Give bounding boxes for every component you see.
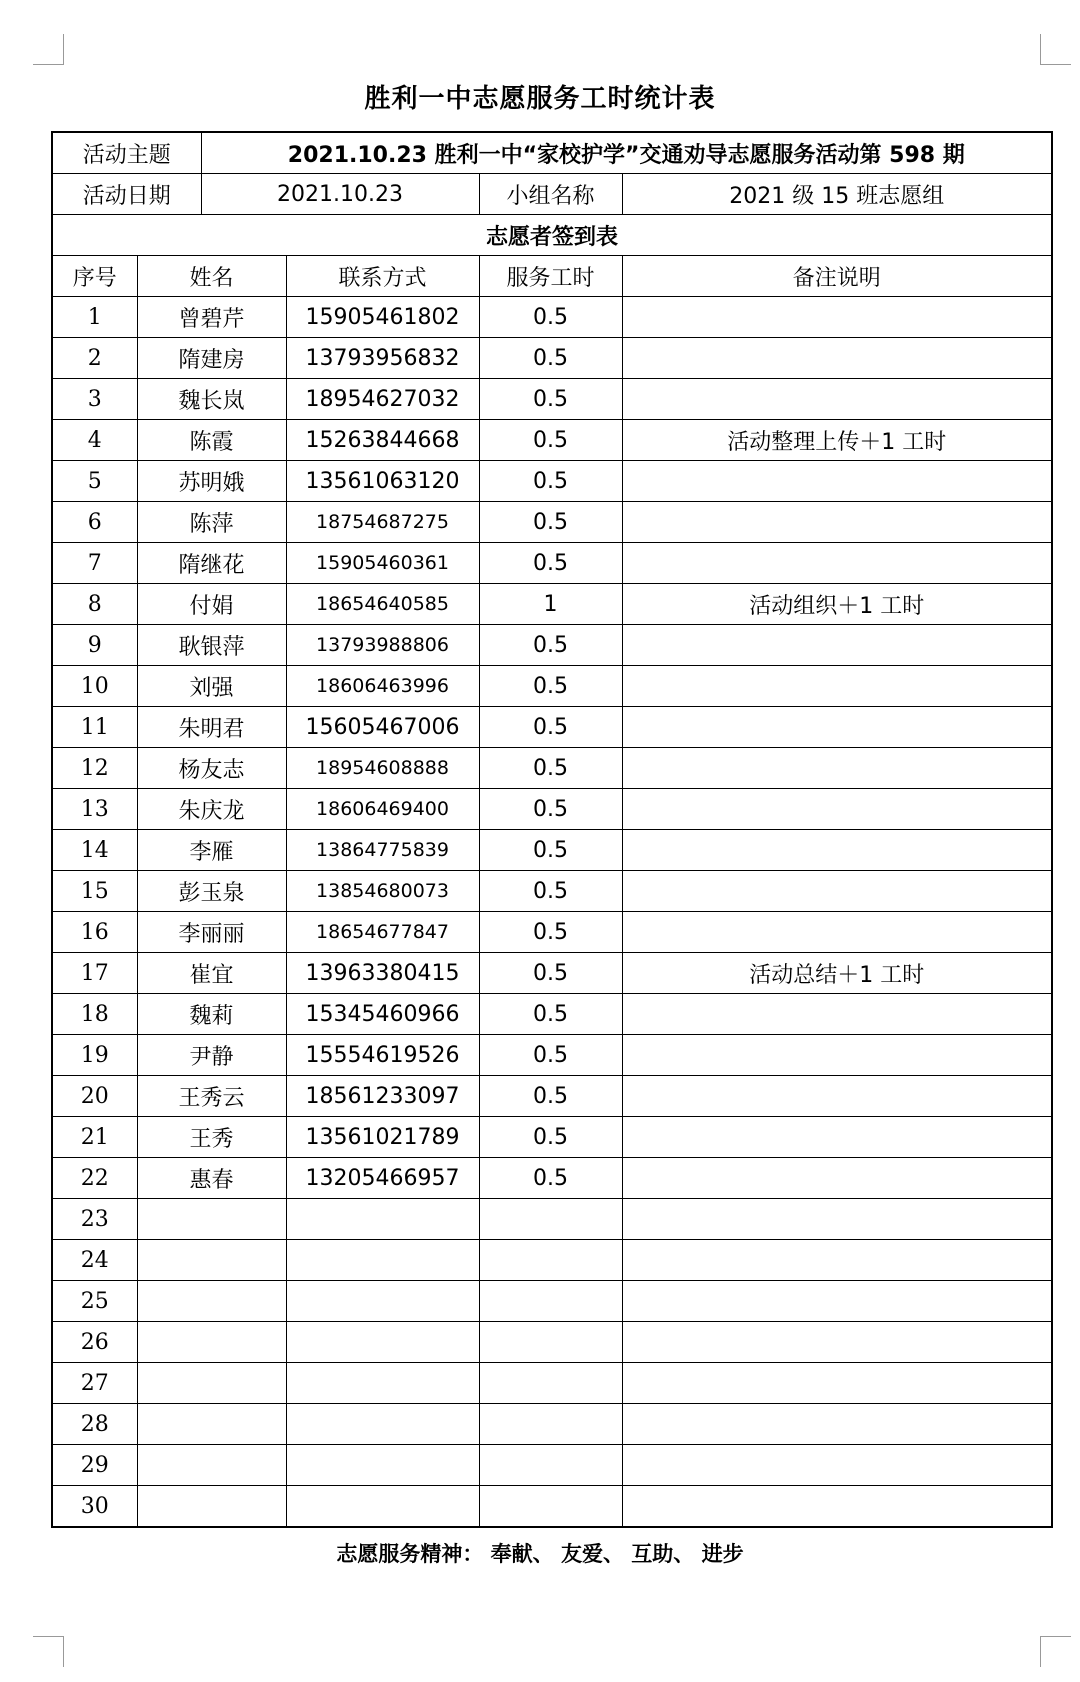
remark-note <box>622 1117 1052 1158</box>
contact-phone: 18754687275 <box>286 502 479 543</box>
volunteer-name: 陈萍 <box>137 502 286 543</box>
service-hours <box>479 1240 622 1281</box>
volunteer-name: 曾碧芹 <box>137 297 286 338</box>
row-number: 13 <box>52 789 137 830</box>
row-number: 8 <box>52 584 137 625</box>
column-header-phone: 联系方式 <box>286 256 479 297</box>
row-number: 10 <box>52 666 137 707</box>
contact-phone: 13793988806 <box>286 625 479 666</box>
contact-phone: 18606469400 <box>286 789 479 830</box>
service-hours <box>479 1199 622 1240</box>
remark-note <box>622 625 1052 666</box>
contact-phone <box>286 1445 479 1486</box>
table-row <box>52 1076 1052 1117</box>
table-row <box>52 1486 1052 1528</box>
row-number: 22 <box>52 1158 137 1199</box>
remark-note <box>622 994 1052 1035</box>
service-hours <box>479 1281 622 1322</box>
row-number: 25 <box>52 1281 137 1322</box>
table-row <box>52 1322 1052 1363</box>
date-value: 2021.10.23 <box>201 174 479 215</box>
volunteer-name: 隋继花 <box>137 543 286 584</box>
remark-note <box>622 1076 1052 1117</box>
table-row <box>52 1240 1052 1281</box>
volunteer-name: 耿银萍 <box>137 625 286 666</box>
row-number: 30 <box>52 1486 137 1528</box>
volunteer-name: 陈霞 <box>137 420 286 461</box>
service-hours: 0.5 <box>479 502 622 543</box>
remark-note <box>622 1158 1052 1199</box>
table-row <box>52 1404 1052 1445</box>
column-header-row <box>52 256 1052 297</box>
row-number: 15 <box>52 871 137 912</box>
contact-phone: 13963380415 <box>286 953 479 994</box>
contact-phone: 18954608888 <box>286 748 479 789</box>
contact-phone <box>286 1322 479 1363</box>
contact-phone <box>286 1486 479 1528</box>
volunteer-name <box>137 1281 286 1322</box>
row-number: 4 <box>52 420 137 461</box>
row-number: 29 <box>52 1445 137 1486</box>
row-number: 21 <box>52 1117 137 1158</box>
row-number: 9 <box>52 625 137 666</box>
remark-note <box>622 1445 1052 1486</box>
contact-phone: 15605467006 <box>286 707 479 748</box>
row-number: 26 <box>52 1322 137 1363</box>
column-header-name: 姓名 <box>137 256 286 297</box>
date-label: 活动日期 <box>52 174 201 215</box>
volunteer-name: 尹静 <box>137 1035 286 1076</box>
topic-row <box>52 132 1052 174</box>
document-title: 胜利一中志愿服务工时统计表 <box>364 84 716 114</box>
volunteer-name <box>137 1445 286 1486</box>
remark-note <box>622 666 1052 707</box>
row-number: 16 <box>52 912 137 953</box>
table-row <box>52 461 1052 502</box>
contact-phone: 13864775839 <box>286 830 479 871</box>
volunteer-name: 魏莉 <box>137 994 286 1035</box>
table-row <box>52 297 1052 338</box>
contact-phone <box>286 1199 479 1240</box>
volunteer-name: 王秀云 <box>137 1076 286 1117</box>
table-row <box>52 1199 1052 1240</box>
contact-phone: 13561021789 <box>286 1117 479 1158</box>
remark-note <box>622 543 1052 584</box>
contact-phone: 18954627032 <box>286 379 479 420</box>
volunteer-name: 王秀 <box>137 1117 286 1158</box>
service-hours: 0.5 <box>479 625 622 666</box>
remark-note <box>622 1404 1052 1445</box>
table-row <box>52 1445 1052 1486</box>
row-number: 2 <box>52 338 137 379</box>
service-hours <box>479 1363 622 1404</box>
crop-mark-bottom-right <box>1040 1636 1071 1667</box>
topic-label: 活动主题 <box>52 132 201 174</box>
service-hours: 0.5 <box>479 912 622 953</box>
row-number: 20 <box>52 1076 137 1117</box>
signin-title-row <box>52 215 1052 256</box>
table-row <box>52 502 1052 543</box>
service-hours: 0.5 <box>479 871 622 912</box>
table-row <box>52 912 1052 953</box>
contact-phone: 18606463996 <box>286 666 479 707</box>
contact-phone: 15345460966 <box>286 994 479 1035</box>
service-hours <box>479 1445 622 1486</box>
service-hours: 0.5 <box>479 789 622 830</box>
row-number: 17 <box>52 953 137 994</box>
volunteer-hours-table <box>51 131 1053 1528</box>
service-hours: 0.5 <box>479 994 622 1035</box>
column-header-hours: 服务工时 <box>479 256 622 297</box>
service-hours: 0.5 <box>479 338 622 379</box>
table-row <box>52 789 1052 830</box>
volunteer-name: 刘强 <box>137 666 286 707</box>
row-number: 19 <box>52 1035 137 1076</box>
table-row <box>52 1363 1052 1404</box>
remark-note <box>622 297 1052 338</box>
service-hours: 0.5 <box>479 748 622 789</box>
contact-phone: 13854680073 <box>286 871 479 912</box>
volunteer-name <box>137 1199 286 1240</box>
row-number: 28 <box>52 1404 137 1445</box>
table-row <box>52 953 1052 994</box>
service-hours: 0.5 <box>479 1158 622 1199</box>
row-number: 7 <box>52 543 137 584</box>
row-number: 27 <box>52 1363 137 1404</box>
service-hours <box>479 1322 622 1363</box>
contact-phone <box>286 1281 479 1322</box>
remark-note <box>622 1240 1052 1281</box>
table-row <box>52 994 1052 1035</box>
contact-phone: 18561233097 <box>286 1076 479 1117</box>
remark-note <box>622 1486 1052 1528</box>
service-hours <box>479 1404 622 1445</box>
row-number: 11 <box>52 707 137 748</box>
table-row <box>52 871 1052 912</box>
group-label: 小组名称 <box>479 174 622 215</box>
crop-mark-top-left <box>33 34 64 65</box>
crop-mark-bottom-left <box>33 1636 64 1667</box>
service-hours: 0.5 <box>479 953 622 994</box>
contact-phone <box>286 1363 479 1404</box>
column-header-note: 备注说明 <box>622 256 1052 297</box>
row-number: 5 <box>52 461 137 502</box>
remark-note <box>622 1281 1052 1322</box>
contact-phone: 15554619526 <box>286 1035 479 1076</box>
volunteer-name: 朱明君 <box>137 707 286 748</box>
remark-note <box>622 912 1052 953</box>
table-row <box>52 830 1052 871</box>
remark-note: 活动整理上传＋1 工时 <box>622 420 1052 461</box>
table-row <box>52 1158 1052 1199</box>
volunteer-name: 付娟 <box>137 584 286 625</box>
service-hours <box>479 1486 622 1528</box>
table-row <box>52 1035 1052 1076</box>
service-hours: 0.5 <box>479 1035 622 1076</box>
table-row <box>52 625 1052 666</box>
remark-note <box>622 338 1052 379</box>
service-hours: 0.5 <box>479 1076 622 1117</box>
remark-note <box>622 1035 1052 1076</box>
remark-note <box>622 1199 1052 1240</box>
table-row <box>52 666 1052 707</box>
service-hours: 0.5 <box>479 1117 622 1158</box>
service-hours: 0.5 <box>479 830 622 871</box>
remark-note: 活动总结＋1 工时 <box>622 953 1052 994</box>
service-hours: 0.5 <box>479 461 622 502</box>
volunteer-name: 惠春 <box>137 1158 286 1199</box>
service-hours: 0.5 <box>479 420 622 461</box>
volunteer-name: 魏长岚 <box>137 379 286 420</box>
volunteer-name: 朱庆龙 <box>137 789 286 830</box>
row-number: 24 <box>52 1240 137 1281</box>
remark-note <box>622 1322 1052 1363</box>
table-row <box>52 707 1052 748</box>
volunteer-name <box>137 1322 286 1363</box>
table-row <box>52 748 1052 789</box>
date-row <box>52 174 1052 215</box>
remark-note <box>622 748 1052 789</box>
volunteer-name: 隋建房 <box>137 338 286 379</box>
volunteer-name: 李丽丽 <box>137 912 286 953</box>
remark-note <box>622 707 1052 748</box>
volunteer-name: 彭玉泉 <box>137 871 286 912</box>
contact-phone: 13205466957 <box>286 1158 479 1199</box>
crop-mark-top-right <box>1040 34 1071 65</box>
table-row <box>52 543 1052 584</box>
table-row <box>52 420 1052 461</box>
table-row <box>52 338 1052 379</box>
row-number: 18 <box>52 994 137 1035</box>
service-hours: 0.5 <box>479 707 622 748</box>
table-row <box>52 584 1052 625</box>
row-number: 14 <box>52 830 137 871</box>
remark-note <box>622 871 1052 912</box>
service-hours: 0.5 <box>479 379 622 420</box>
remark-note <box>622 1363 1052 1404</box>
service-hours: 1 <box>479 584 622 625</box>
contact-phone <box>286 1404 479 1445</box>
contact-phone: 15905461802 <box>286 297 479 338</box>
remark-note <box>622 379 1052 420</box>
remark-note <box>622 461 1052 502</box>
contact-phone: 18654677847 <box>286 912 479 953</box>
volunteer-name: 崔宜 <box>137 953 286 994</box>
service-hours: 0.5 <box>479 543 622 584</box>
row-number: 12 <box>52 748 137 789</box>
remark-note: 活动组织＋1 工时 <box>622 584 1052 625</box>
row-number: 6 <box>52 502 137 543</box>
volunteer-name <box>137 1363 286 1404</box>
contact-phone <box>286 1240 479 1281</box>
service-hours: 0.5 <box>479 666 622 707</box>
table-row <box>52 1117 1052 1158</box>
contact-phone: 15263844668 <box>286 420 479 461</box>
service-spirit-footer: 志愿服务精神： 奉献、 友爱、 互助、 进步 <box>336 1542 744 1566</box>
table-row <box>52 1281 1052 1322</box>
table-row <box>52 379 1052 420</box>
row-number: 23 <box>52 1199 137 1240</box>
volunteer-name <box>137 1486 286 1528</box>
service-hours: 0.5 <box>479 297 622 338</box>
volunteer-name <box>137 1240 286 1281</box>
volunteer-name: 李雁 <box>137 830 286 871</box>
topic-value: 2021.10.23 胜利一中“家校护学”交通劝导志愿服务活动第 598 期 <box>201 132 1052 174</box>
signin-title: 志愿者签到表 <box>52 215 1052 256</box>
column-header-no: 序号 <box>52 256 137 297</box>
contact-phone: 13793956832 <box>286 338 479 379</box>
volunteer-name: 杨友志 <box>137 748 286 789</box>
remark-note <box>622 502 1052 543</box>
row-number: 3 <box>52 379 137 420</box>
remark-note <box>622 789 1052 830</box>
volunteer-name: 苏明娥 <box>137 461 286 502</box>
group-value: 2021 级 15 班志愿组 <box>622 174 1052 215</box>
remark-note <box>622 830 1052 871</box>
row-number: 1 <box>52 297 137 338</box>
volunteer-name <box>137 1404 286 1445</box>
contact-phone: 18654640585 <box>286 584 479 625</box>
contact-phone: 13561063120 <box>286 461 479 502</box>
contact-phone: 15905460361 <box>286 543 479 584</box>
